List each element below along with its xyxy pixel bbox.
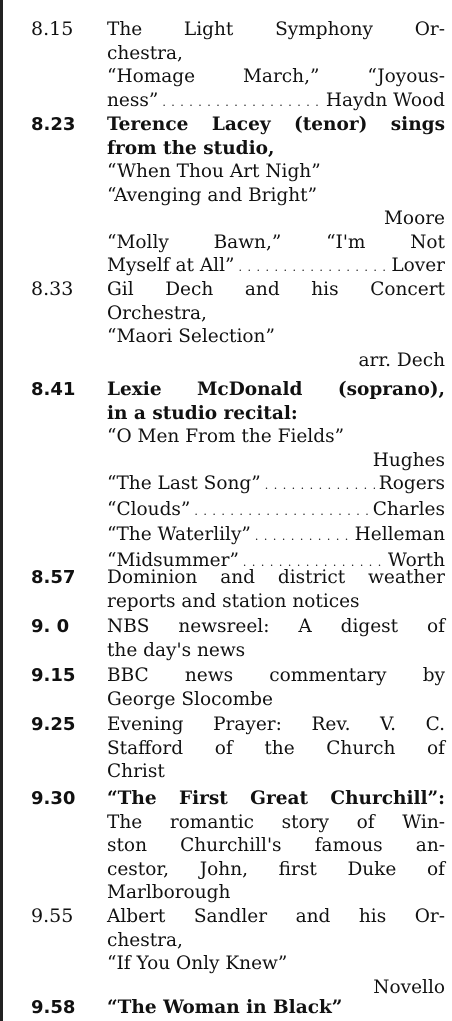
leader-dots [238,254,387,280]
time-label: 8.15 [31,18,74,40]
entry-line: chestra, [107,929,183,951]
time-label: 9.55 [31,905,74,927]
entry-text [107,378,445,574]
composer: arr. Dech [358,349,445,371]
entry-line: “When Thou Art Nigh” [107,161,321,182]
item-title: “Clouds” [107,498,191,520]
dotted-line [107,89,445,115]
entry-text [107,615,445,662]
entry-line: chestra, [107,42,183,64]
entry-line: in a studio recital: [107,402,298,424]
composer: Worth [387,549,445,571]
entry-line: The Light Symphony Or- [107,19,445,40]
entry-text [107,713,445,784]
item-title: Myself at All” [107,255,235,276]
entry-line: “O Men From the Fields” [107,426,345,447]
dotted-line [107,254,445,280]
entry-line: Christ [107,761,165,782]
leader-dots [162,89,322,115]
item-title: “The Last Song” [107,473,261,494]
time-label: 8.41 [31,379,76,400]
composer: Rogers [378,473,445,494]
entry-text [107,113,445,280]
entry-line: Gil Dech and his Concert [107,279,445,300]
leader-dots [265,472,375,498]
item-title: ness” [107,89,159,111]
composer: Lover [391,255,445,276]
entry-text [107,278,445,372]
entry-line: Marlborough [107,882,231,903]
time-label: 8.33 [31,278,74,300]
entry-text [107,566,445,613]
entry-line: the day's news [107,639,246,661]
entry-line: Lexie McDonald (soprano), [107,379,445,400]
entry-line: NBS newsreel: A digest of [107,616,445,637]
entry-line: Terence Lacey (tenor) sings [107,114,445,135]
entry-line: BBC news commentary by [107,665,445,686]
entry-text [107,18,445,114]
leader-dots [255,523,351,549]
entry-line: “If You Only Knew” [107,953,288,974]
entry-line: Orchestra, [107,302,207,324]
entry-text [107,905,445,999]
entry-line: Stafford of the Church of [107,737,445,759]
entry-line: George Slocombe [107,688,273,710]
composer: Haydn Wood [325,89,445,111]
time-label: 9. 0 [31,616,70,637]
entry-line: “The First Great Churchill”: [107,788,445,809]
entry-line: reports and station notices [107,590,360,612]
entry-text [107,664,445,711]
composer: Charles [372,498,445,520]
entry-line: “Molly Bawn,” “I'm Not [107,231,445,253]
composer: Novello [373,976,445,998]
entry-line: ston Churchill's famous an- [107,835,445,856]
entry-line: “Avenging and Bright” [107,184,318,206]
item-title: “Midsummer” [107,549,239,571]
entry-line: from the studio, [107,137,275,159]
entry-text [107,996,445,1020]
dotted-line [107,472,445,498]
entry-line: cestor, John, first Duke of [107,858,445,880]
composer: Helleman [354,524,445,545]
entry-line: Dominion and district weather [107,567,445,588]
entry-line: Evening Prayer: Rev. V. C. [107,714,445,735]
composer: Hughes [372,449,445,471]
entry-line: “Maori Selection” [107,326,275,347]
entry-line: “Homage March,” “Joyous- [107,66,445,87]
dotted-line [107,523,445,549]
time-label: 9.58 [31,997,76,1018]
time-label: 9.30 [31,788,76,809]
leader-dots [194,498,368,524]
entry-text [107,787,445,905]
entry-line: “The Woman in Black” [107,997,343,1018]
entry-line: Albert Sandler and his Or- [107,906,445,927]
composer: Moore [383,208,445,229]
item-title: “The Waterlily” [107,524,251,545]
time-label: 9.15 [31,665,76,686]
time-label: 9.25 [31,714,76,735]
time-label: 8.57 [31,567,76,588]
time-label: 8.23 [31,114,76,135]
dotted-line [107,498,445,524]
entry-line: The romantic story of Win- [107,811,445,833]
